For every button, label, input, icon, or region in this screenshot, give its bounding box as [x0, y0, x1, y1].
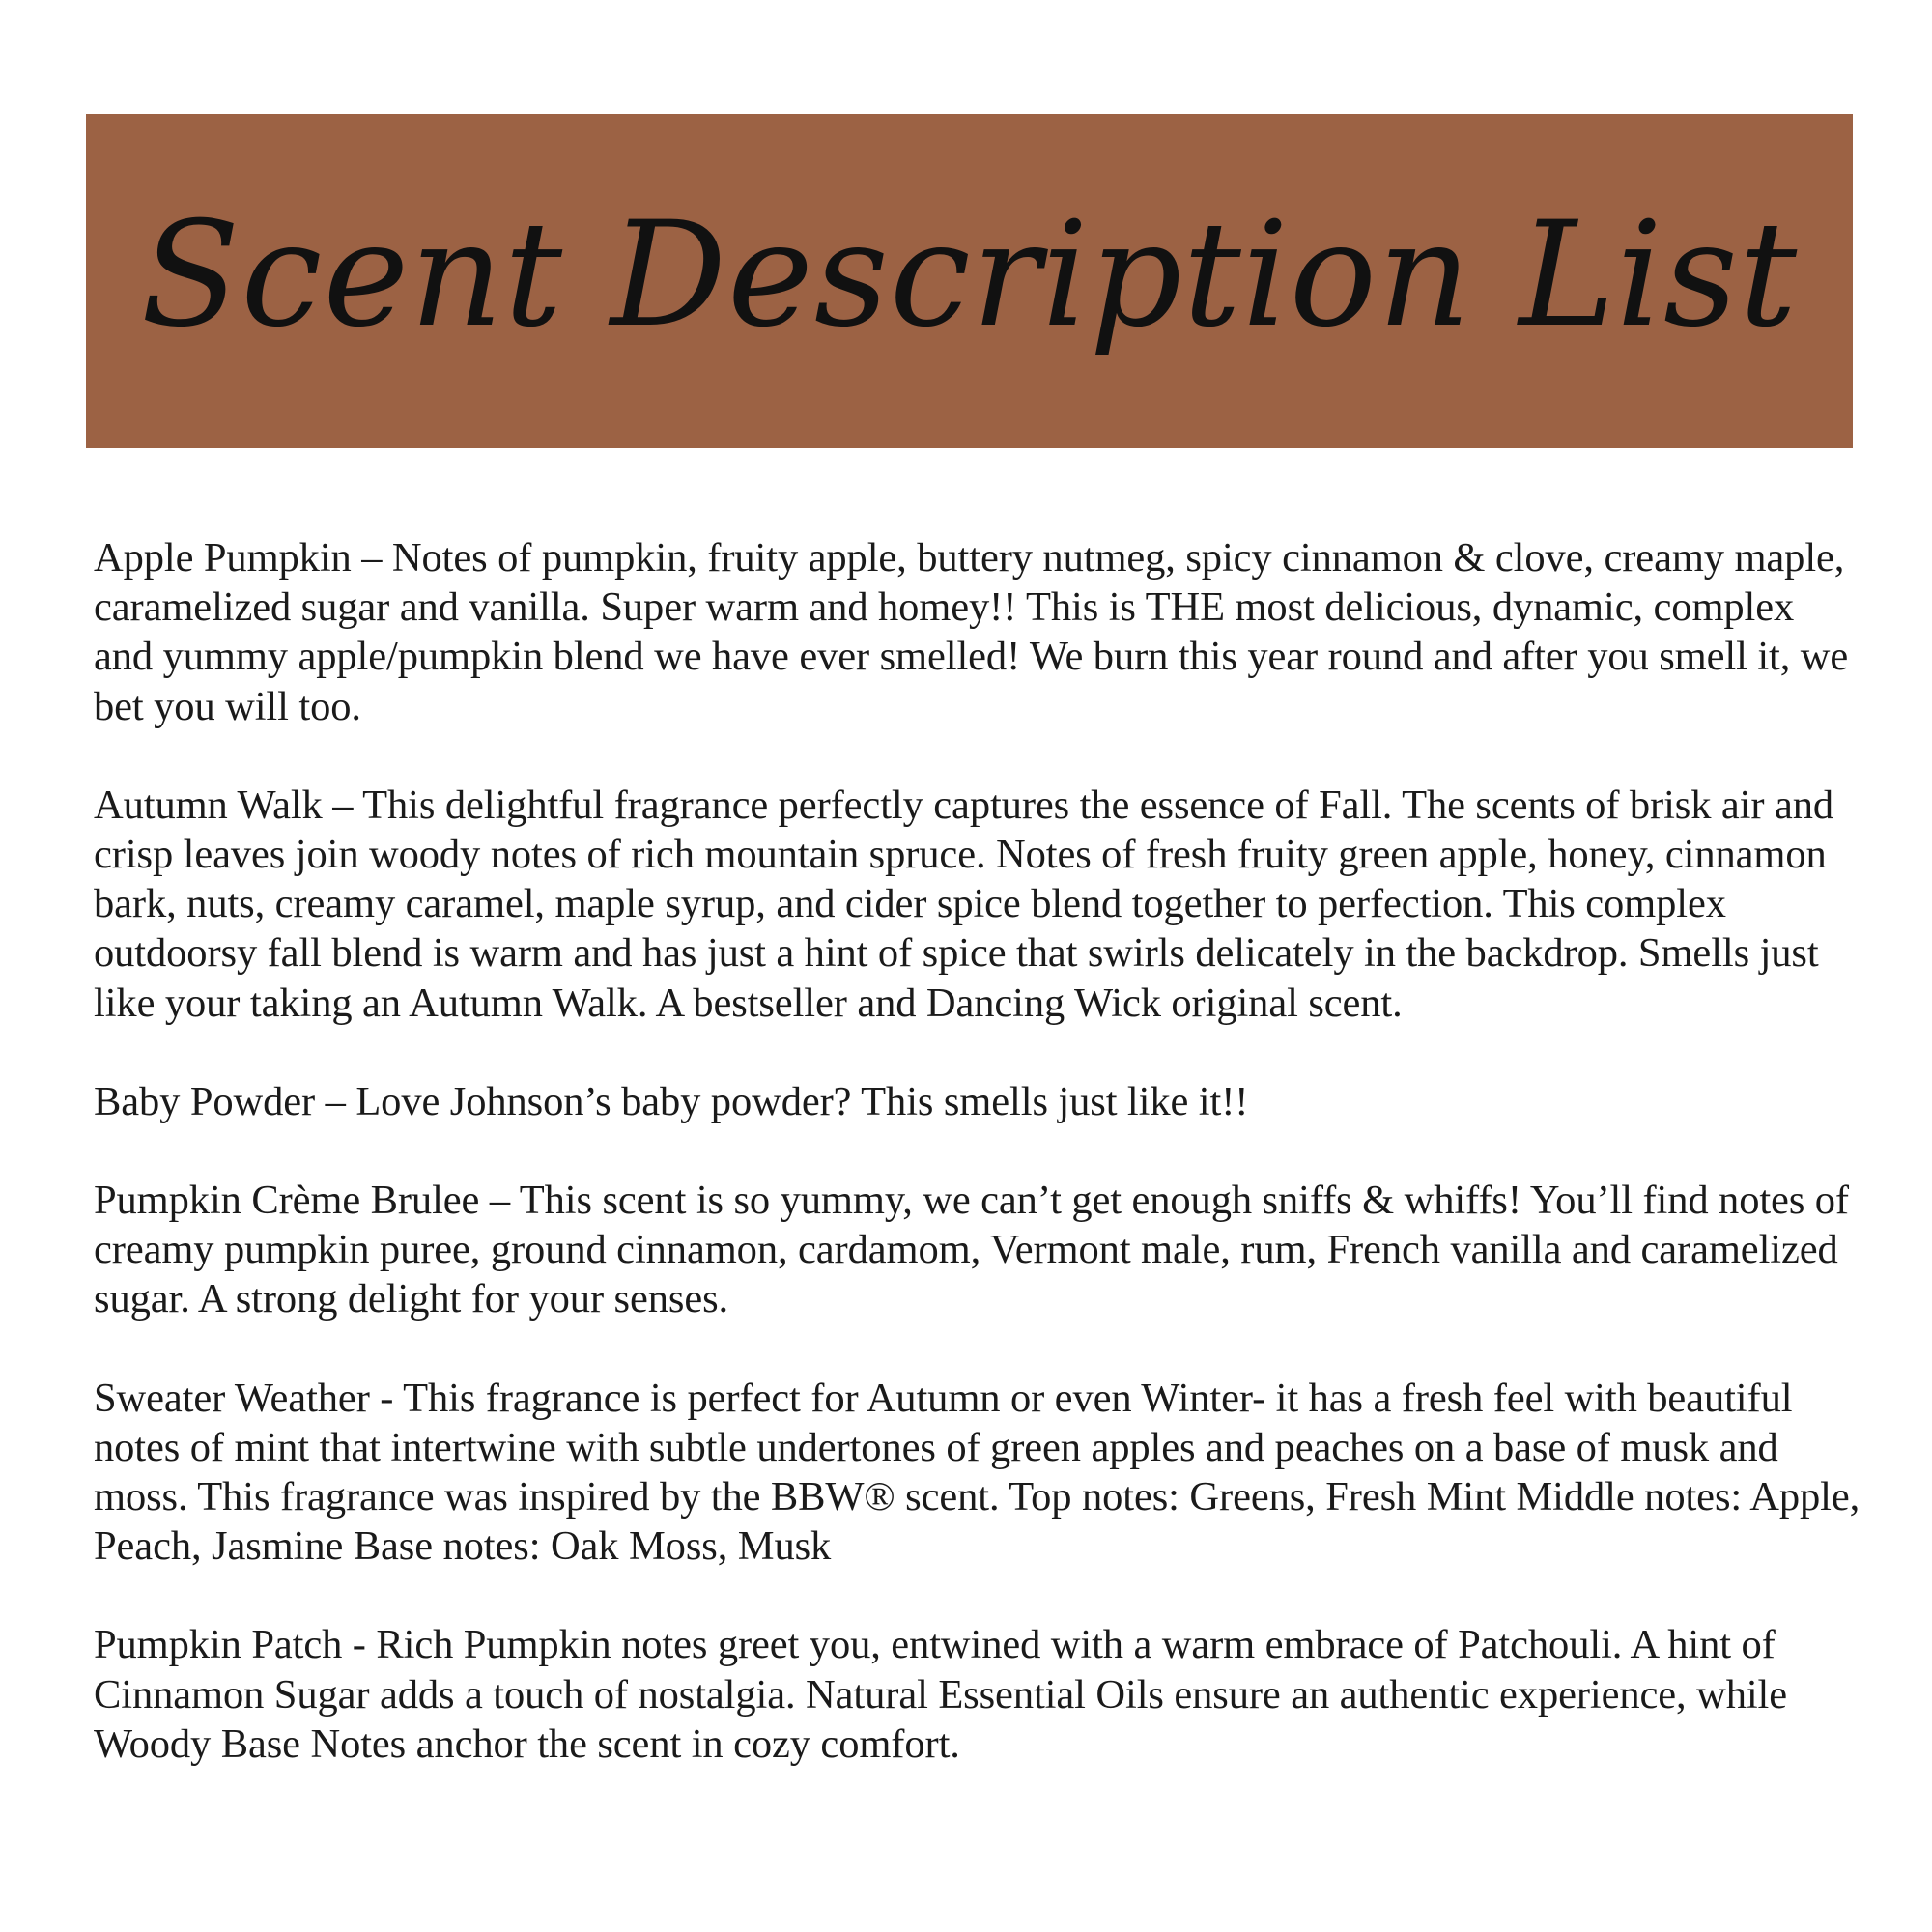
scent-list — [94, 533, 1861, 1769]
scent-entry-sweater-weather — [94, 1374, 1861, 1572]
scent-entry-pumpkin-creme-brulee — [94, 1176, 1861, 1324]
scent-description: This delightful fragrance perfectly captures the essence of Fall. The scents of brisk air and crisp leaves join woody notes of rich mountain spruce. Notes of fresh fruity green apple, honey, cinnamon bark, nuts, creamy caramel, maple syrup, and cider spice blend together to perfection. This complex outdoorsy fall blend is warm and has just a hint of spice that swirls delicately in the backdrop. Smells just like your taking an Autumn Walk. A bestseller and Dancing Wick original scent. — [94, 781, 1834, 1026]
scent-entry-pumpkin-patch — [94, 1620, 1861, 1769]
scent-name: Pumpkin Crème Brulee — [94, 1178, 480, 1224]
scent-separator: – — [332, 781, 354, 828]
scent-name: Autumn Walk — [94, 781, 323, 828]
scent-name: Baby Powder — [94, 1078, 316, 1124]
scent-name: Pumpkin Patch — [94, 1622, 343, 1668]
scent-separator: – — [489, 1178, 511, 1224]
scent-description: This scent is so yummy, we can’t get enough sniffs & whiffs! You’ll find notes of creamy pumpkin puree, ground cinnamon, cardamom, Vermont male, rum, French vanilla and caramelized sugar. A strong delight for your senses. — [94, 1178, 1849, 1322]
scent-separator: - — [352, 1622, 366, 1668]
scent-name: Apple Pumpkin — [94, 535, 352, 581]
title-banner — [86, 114, 1853, 448]
scent-name: Sweater Weather — [94, 1375, 370, 1421]
scent-entry-baby-powder — [94, 1077, 1861, 1126]
scent-separator: – — [361, 535, 383, 581]
scent-description: Notes of pumpkin, fruity apple, buttery nutmeg, spicy cinnamon & clove, creamy maple, caramelized sugar and vanilla. Super warm and homey!! This is THE most delicious, dynamic, complex and yummy apple/pumpkin blend we have ever smelled! We burn this year round and after you smell it, we bet you will too. — [94, 535, 1849, 729]
scent-separator: - — [380, 1375, 394, 1421]
scent-description: Rich Pumpkin notes greet you, entwined with a warm embrace of Patchouli. A hint of Cinnamon Sugar adds a touch of nostalgia. Natural Essential Oils ensure an authentic experience, while Woody Base Notes anchor the scent in cozy comfort. — [94, 1622, 1788, 1767]
scent-separator: – — [325, 1078, 346, 1124]
scent-entry-autumn-walk — [94, 781, 1861, 1028]
scent-description: Love Johnson’s baby powder? This smells just like it!! — [355, 1078, 1249, 1124]
page-title: Scent Description List — [140, 191, 1799, 359]
scent-description: This fragrance is perfect for Autumn or even Winter- it has a fresh feel with beautiful notes of mint that intertwine with subtle undertones of green apples and peaches on a base of musk and moss. This fragrance was inspired by the BBW® scent. Top notes: Greens, Fresh Mint Middle notes: Apple, Peach, Jasmine Base notes: Oak Moss, Musk — [94, 1375, 1861, 1570]
scent-entry-apple-pumpkin — [94, 533, 1861, 731]
